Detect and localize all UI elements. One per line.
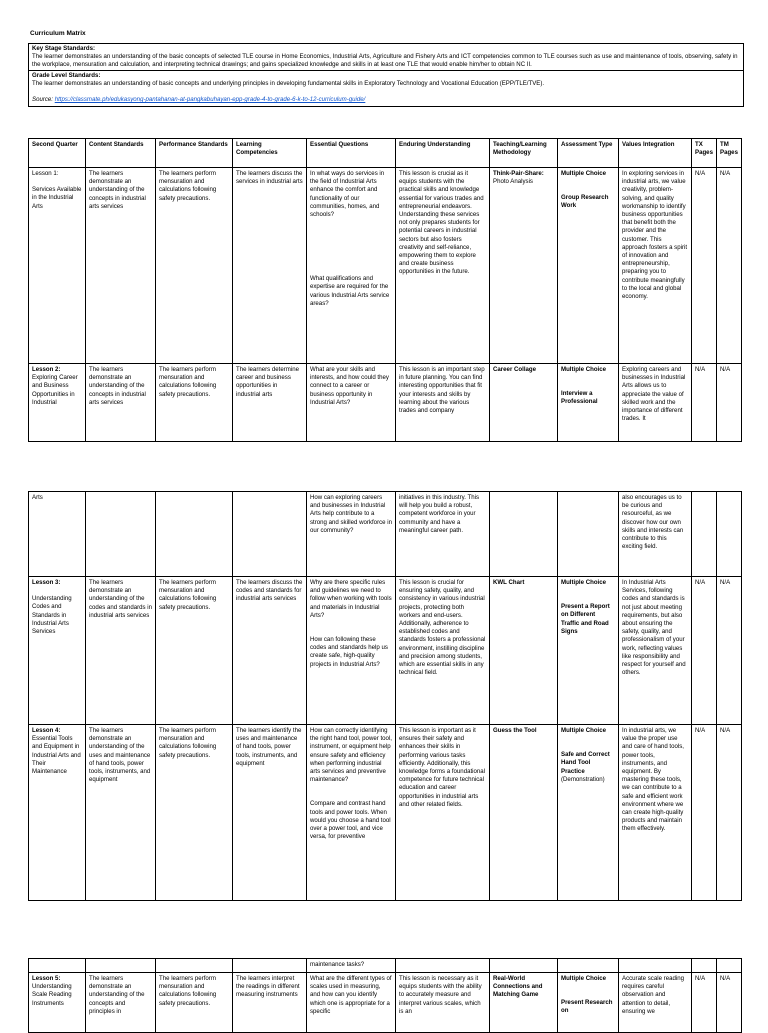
lesson-1-assessment: [558, 168, 619, 364]
lesson-2-title-continued: Arts: [29, 492, 86, 577]
table-row-lesson-4-continued: [29, 959, 742, 973]
lesson-5-performance-standards: The learners perform mensuration and calculations following safety precautions.: [156, 973, 233, 1033]
lesson-2-values-integration: Exploring careers and businesses in Industrial Arts allows us to appreciate the value of skilled work and the importance of different trades. It: [619, 364, 692, 442]
grade-level-heading: Grade Level Standards:: [32, 72, 101, 80]
lesson-4-assessment-2-note: (Demonstration): [561, 775, 605, 783]
empty-cell: [156, 492, 233, 577]
lesson-4-learning-competencies: The learners identify the uses and maintenance of hand tools, power tools, instruments, and equipment: [233, 725, 307, 901]
header-methodology: Teaching/Learning Methodology: [490, 139, 558, 168]
lesson-4-question-continued: maintenance tasks?: [307, 959, 396, 973]
empty-cell: [86, 492, 156, 577]
grade-level-standards: [29, 70, 743, 105]
header-content-standards: Content Standards: [86, 139, 156, 168]
curriculum-table-page-3: [28, 958, 742, 1033]
header-essential-questions: Essential Questions: [307, 139, 396, 168]
empty-cell: [490, 959, 558, 973]
lesson-2-content-standards: The learners demonstrate an understanding of the concepts in industrial arts services: [86, 364, 156, 442]
curriculum-table-page-1: [28, 138, 742, 442]
lesson-4-essential-questions: [307, 725, 396, 901]
lesson-1-learning-competencies: The learners discuss the services in industrial arts: [233, 168, 307, 364]
lesson-1-method-name: Think-Pair-Share:: [493, 170, 544, 177]
table-row-lesson-3: [29, 577, 742, 725]
lesson-3-tm-pages: N/A: [717, 577, 742, 725]
lesson-1-essential-questions: [307, 168, 396, 364]
key-stage-text: The learner demonstrates an understanding of the basic concepts of selected TLE course in Home Economics, Industrial Arts, Agriculture and Fishery Arts and ICT competencies common to TLE courses such as use and maintenance of tools, observing, safety in the workplace, mensuration and calculation, and interpreting technical drawings; and gains specialized knowledge and skills in at least one TLE that would enable him/her to obtain NC II.: [32, 53, 738, 69]
lesson-2-assessment: [558, 364, 619, 442]
header-tm-pages: TM Pages: [717, 139, 742, 168]
lesson-2-methodology: Career Collage: [490, 364, 558, 442]
empty-cell: [692, 492, 717, 577]
header-learning-competencies: Learning Competencies: [233, 139, 307, 168]
lesson-1-enduring-understanding: This lesson is crucial as it equips students with the practical skills and knowledge essential for various trades and entrepreneurial endeavors. Understanding these services not only prepares students for potential careers in industrial sectors but also fosters creativity and self-reliance, empowering them to explore and create business opportunities in the future.: [396, 168, 490, 364]
lesson-5-label: Lesson 5:: [32, 975, 61, 982]
lesson-5-content-standards: The learners demonstrate an understanding of the concepts and principles in: [86, 973, 156, 1033]
lesson-2-question-continued: How can exploring careers and businesses in Industrial Arts help contribute to a strong and skilled workforce in our community?: [307, 492, 396, 577]
lesson-4-tx-pages: N/A: [692, 725, 717, 901]
empty-cell: [396, 959, 490, 973]
lesson-5-enduring-understanding: This lesson is necessary as it equips students with the ability to accurately measure and interpret various scales, which is an: [396, 973, 490, 1033]
key-stage-heading: Key Stage Standards:: [32, 45, 95, 52]
lesson-2-performance-standards: The learners perform mensuration and calculations following safety precautions.: [156, 364, 233, 442]
lesson-5-tm-pages: N/A: [717, 973, 742, 1033]
source-link[interactable]: https://classmate.ph/edukasyong-pantahanan-at-pangkabuhayan-epp-grade-4-to-grade-6-k-to-12-curriculum-guide/: [54, 96, 366, 104]
lesson-4-question-1: How can correctly identifying the right hand tool, power tool, instrument, or equipment help ensure safety and efficiency when performing industrial arts services and preventive maintenance?: [310, 727, 392, 784]
lesson-4-assessment: [558, 725, 619, 901]
lesson-4-performance-standards: The learners perform mensuration and calculations following safety precautions.: [156, 725, 233, 901]
empty-cell: [86, 959, 156, 973]
lesson-2-title: Exploring Career and Business Opportunities in Industrial: [32, 374, 78, 406]
lesson-2-learning-competencies: The learners determine career and business opportunities in industrial arts: [233, 364, 307, 442]
lesson-3-tx-pages: N/A: [692, 577, 717, 725]
lesson-1-method-detail: Photo Analysis: [493, 178, 533, 186]
empty-cell: [558, 959, 619, 973]
empty-cell: [717, 959, 742, 973]
table-row-lesson-2-continued: [29, 492, 742, 577]
lesson-2-assessment-1: Multiple Choice: [561, 366, 607, 373]
lesson-1-cell: [29, 168, 86, 364]
empty-cell: [29, 959, 86, 973]
lesson-2-essential-questions: What are your skills and interests, and how could they connect to a career or business opportunity in Industrial Arts?: [307, 364, 396, 442]
lesson-3-assessment-2: Present a Report on Different Traffic and Road Signs: [561, 603, 610, 635]
lesson-1-question-1: In what ways do services in the field of Industrial Arts enhance the comfort and functionality of our communities, homes, and schools?: [310, 170, 385, 219]
lesson-2-tm-pages: N/A: [717, 364, 742, 442]
lesson-1-tm-pages: N/A: [717, 168, 742, 364]
empty-cell: [558, 492, 619, 577]
source-line: [32, 96, 740, 104]
lesson-4-methodology: Guess the Tool: [490, 725, 558, 901]
lesson-2-enduring-continued: initiatives in this industry. This will help you build a robust, competent workforce in your community and have a meaningful career path.: [396, 492, 490, 577]
lesson-4-tm-pages: N/A: [717, 725, 742, 901]
lesson-2-tx-pages: N/A: [692, 364, 717, 442]
lesson-1-assessment-1: Multiple Choice: [561, 170, 607, 177]
lesson-4-assessment-2: Safe and Correct Hand Tool Practice: [561, 751, 610, 775]
lesson-5-essential-questions: What are the different types of scales used in measuring, and how can you identify which one is appropriate for a specific: [307, 973, 396, 1033]
lesson-3-question-2: How can following these codes and standards help us create safe, high-quality projects in Industrial Arts?: [310, 636, 388, 668]
source-label: Source:: [32, 96, 55, 104]
standards-box: [28, 43, 744, 107]
table-row-lesson-1: [29, 168, 742, 364]
lesson-1-question-2: What qualifications and expertise are required for the various Industrial Arts service areas?: [310, 275, 390, 307]
grade-level-text: The learner demonstrates an understanding of basic concepts and underlying principles in developing fundamental skills in Exploratory Technology and Vocational Education (EPP/TLE/TVE).: [32, 80, 545, 88]
lesson-1-label: Lesson 1:: [32, 170, 59, 177]
lesson-5-tx-pages: N/A: [692, 973, 717, 1033]
header-tx-pages: TX Pages: [692, 139, 717, 168]
empty-cell: [717, 492, 742, 577]
header-performance-standards: Performance Standards: [156, 139, 233, 168]
header-enduring-understanding: Enduring Understanding: [396, 139, 490, 168]
empty-cell: [233, 959, 307, 973]
lesson-2-cell: [29, 364, 86, 442]
lesson-3-question-1: Why are there specific rules and guidelines we need to follow when working with tools and materials in Industrial Arts?: [310, 579, 392, 619]
lesson-3-performance-standards: The learners perform mensuration and calculations following safety precautions.: [156, 577, 233, 725]
lesson-3-content-standards: The learners demonstrate an understanding of the codes and standards in industrial arts services: [86, 577, 156, 725]
lesson-1-methodology: [490, 168, 558, 364]
table-row-lesson-2: [29, 364, 742, 442]
lesson-1-values-integration: In exploring services in industrial arts, we value creativity, problem-solving, and quality workmanship to identify business opportunities that benefit both the provider and the customer. This approach fosters a spirit of innovation and entrepreneurship, preparing you to contribute meaningfully to the local and global economy.: [619, 168, 692, 364]
lesson-3-values-integration: In Industrial Arts Services, following codes and standards is not just about meeting requirements, but also about ensuring the safety, quality, and professionalism of your work, reflecting values like responsibility and respect for yourself and others.: [619, 577, 692, 725]
lesson-5-assessment-1: Multiple Choice: [561, 975, 607, 982]
lesson-4-assessment-1: Multiple Choice: [561, 727, 607, 734]
lesson-5-title: Understanding Scale Reading Instruments: [32, 983, 72, 1007]
lesson-5-assessment-2: Present Research on: [561, 999, 613, 1015]
lesson-3-assessment: [558, 577, 619, 725]
lesson-1-content-standards: The learners demonstrate an understanding of the concepts in industrial arts services: [86, 168, 156, 364]
lesson-2-values-continued: also encourages us to be curious and resourceful, as we discover how our own skills and interests can contribute to this exciting field.: [619, 492, 692, 577]
lesson-4-title: Essential Tools and Equipment in Industrial Arts and Their Maintenance: [32, 735, 81, 776]
header-assessment-type: Assessment Type: [558, 139, 619, 168]
table-header-row: [29, 139, 742, 168]
lesson-3-methodology: KWL Chart: [490, 577, 558, 725]
empty-cell: [692, 959, 717, 973]
lesson-3-assessment-1: Multiple Choice: [561, 579, 607, 586]
lesson-3-label: Lesson 3:: [32, 579, 61, 586]
lesson-5-values-integration: Accurate scale reading requires careful observation and attention to detail, ensuring we: [619, 973, 692, 1033]
lesson-4-question-2: Compare and contrast hand tools and power tools. When would you choose a hand tool over a power tool, and vice versa, for preventive: [310, 800, 391, 841]
empty-cell: [490, 492, 558, 577]
lesson-3-enduring-understanding: This lesson is crucial for ensuring safety, quality, and consistency in various industrial projects, protecting both workers and end-users. Additionally, adherence to established codes and standards fosters a professional environment, instilling discipline and precision among students, which are essential skills in any technical field.: [396, 577, 490, 725]
lesson-4-values-integration: In industrial arts, we value the proper use and care of hand tools, power tools, instruments, and equipment. By mastering these tools, we can contribute to a safe and efficient work environment where we can create high-quality products and maintain them effectively.: [619, 725, 692, 901]
lesson-1-title: Services Available in the Industrial Arts: [32, 186, 82, 210]
lesson-4-content-standards: The learners demonstrate an understanding of the uses and maintenance of hand tools, power tools, instruments, and equipment: [86, 725, 156, 901]
empty-cell: [233, 492, 307, 577]
lesson-3-essential-questions: [307, 577, 396, 725]
lesson-1-assessment-2: Group Research Work: [561, 194, 609, 210]
lesson-4-enduring-understanding: This lesson is important as it ensures their safety and enhances their skills in performing various tasks efficiently. Additionally, this knowledge forms a foundational competence for future technical education and career opportunities in industrial arts and other related fields.: [396, 725, 490, 901]
lesson-5-learning-competencies: The learners interpret the readings in different measuring instruments: [233, 973, 307, 1033]
header-quarter: Second Quarter: [29, 139, 86, 168]
empty-cell: [619, 959, 692, 973]
lesson-3-title: Understanding Codes and Standards in Industrial Arts Services: [32, 595, 72, 636]
lesson-1-performance-standards: The learners perform mensuration and calculations following safety precautions.: [156, 168, 233, 364]
document-title: Curriculum Matrix: [30, 30, 86, 37]
lesson-3-learning-competencies: The learners discuss the codes and standards for industrial arts services: [233, 577, 307, 725]
empty-cell: [156, 959, 233, 973]
lesson-3-cell: [29, 577, 86, 725]
key-stage-standards: [29, 44, 743, 70]
header-values-integration: Values Integration: [619, 139, 692, 168]
lesson-1-tx-pages: N/A: [692, 168, 717, 364]
lesson-4-cell: [29, 725, 86, 901]
lesson-5-methodology: Real-World Connections and Matching Game: [490, 973, 558, 1033]
table-row-lesson-4: [29, 725, 742, 901]
lesson-4-label: Lesson 4:: [32, 727, 61, 734]
lesson-2-assessment-2: Interview a Professional: [561, 390, 598, 406]
lesson-2-label: Lesson 2:: [32, 366, 61, 373]
curriculum-table-page-2: [28, 491, 742, 901]
lesson-2-enduring-understanding: This lesson is an important step in future planning. You can find interesting opportunities that fit your interests and skills by learning about the various trades and company: [396, 364, 490, 442]
